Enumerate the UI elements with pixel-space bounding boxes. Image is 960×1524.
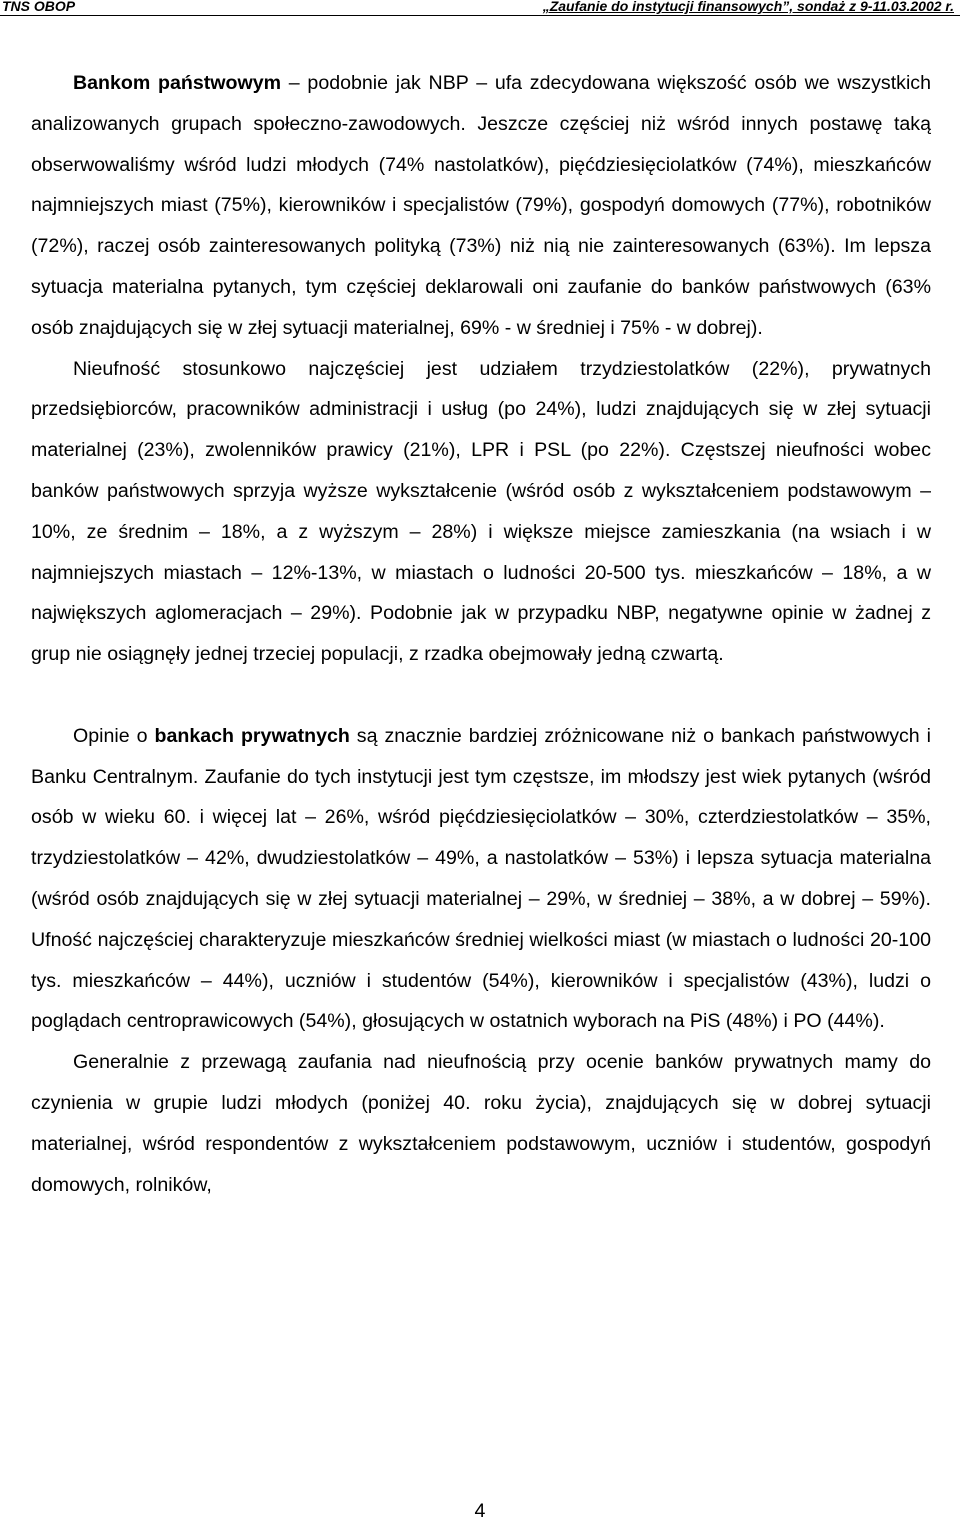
paragraph-text: – podobnie jak NBP – ufa zdecydowana większość osób we wszystkich analizowanych grupach społeczno-zawodowych. Jeszcze częściej niż wśród innych postawę taką obserwowaliśmy wśród ludzi młodych (74% nastolatków), pięćdziesięciolatków (74%), mieszkańców najmniejszych miast (75%), kierowników i specjalistów (79%), gospodyń domowych (77%), robotników (72%), raczej osób zainteresowanych polityką (73%) niż nią nie zainteresowanych (63%). Im lepsza sytuacja materialna pytanych, tym częściej deklarowali oni zaufanie do banków państwowych (63% osób znajdujących się w złej sytuacji materialnej, 69% - w średniej i 75% - w dobrej).	[31, 72, 931, 339]
paragraph-text: Generalnie z przewagą zaufania nad nieufnością przy ocenie banków prywatnych mamy do czynienia w grupie ludzi młodych (poniżej 40. roku życia), znajdujących się w dobrej sytuacji materialnej, wśród respondentów z wykształceniem podstawowym, uczniów i studentów, gospodyń domowych, rolników,	[31, 1051, 931, 1196]
paragraph-general	[31, 1042, 931, 1205]
header-organization: TNS OBOP	[2, 0, 76, 14]
paragraph-emphasis: Bankom państwowym	[73, 72, 282, 94]
paragraph-text: są znacznie bardziej zróżnicowane niż o bankach państwowych i Banku Centralnym. Zaufanie do tych instytucji jest tym częstsze, im młodszy jest wiek pytanych (wśród osób w wieku 60. i więcej lat – 26%, wśród pięćdziesięciolatków – 30%, czterdziestolatków – 35%, trzydziestolatków – 42%, dwudziestolatków – 49%, a nastolatków – 53%) i lepsza sytuacja materialna (wśród osób znajdujących się w złej sytuacji materialnej – 29%, w średniej – 38%, a w dobrej – 59%). Ufność najczęściej charakteryzuje mieszkańców średniej wielkości miast (w miastach o ludności 20-100 tys. mieszkańców – 44%), uczniów i studentów (54%), kierowników i specjalistów (43%), ludzi o poglądach centroprawicowych (54%), głosujących w ostatnich wyborach na PiS (48%) i PO (44%).	[31, 724, 932, 1033]
paragraph-private-banks	[31, 716, 931, 1042]
paragraph-distrust	[31, 349, 931, 675]
page-header	[0, 0, 960, 14]
header-report-title: „Zaufanie do instytucji finansowych”, sondaż z 9-11.03.2002 r.	[542, 0, 954, 14]
header-divider	[0, 15, 960, 16]
page-number: 4	[474, 1500, 486, 1522]
document-body	[31, 63, 931, 1205]
paragraph-emphasis: bankach prywatnych	[154, 724, 350, 747]
paragraph-lead-text: Opinie o	[73, 724, 155, 747]
paragraph-text: Nieufność stosunkowo najczęściej jest udziałem trzydziestolatków (22%), prywatnych przedsiębiorców, pracowników administracji i usług (po 24%), ludzi znajdujących się w złej sytuacji materialnej (23%), zwolenników prawicy (21%), LPR i PSL (po 22%). Częstszej nieufności wobec banków państwowych sprzyja wyższe wykształcenie (wśród osób z wykształceniem podstawowym – 10%, ze średnim – 18%, a z wyższym – 28%) i większe miejsce zamieszkania (na wsiach i w najmniejszych miastach – 12%-13%, w miastach o ludności 20-500 tys. mieszkańców – 18%, a w największych aglomeracjach – 29%). Podobnie jak w przypadku NBP, negatywne opinie w żadnej z grup nie osiągnęły jednej trzeciej populacji, z rzadka obejmowały jedną czwartą.	[31, 357, 931, 666]
paragraph-state-banks	[31, 63, 931, 349]
